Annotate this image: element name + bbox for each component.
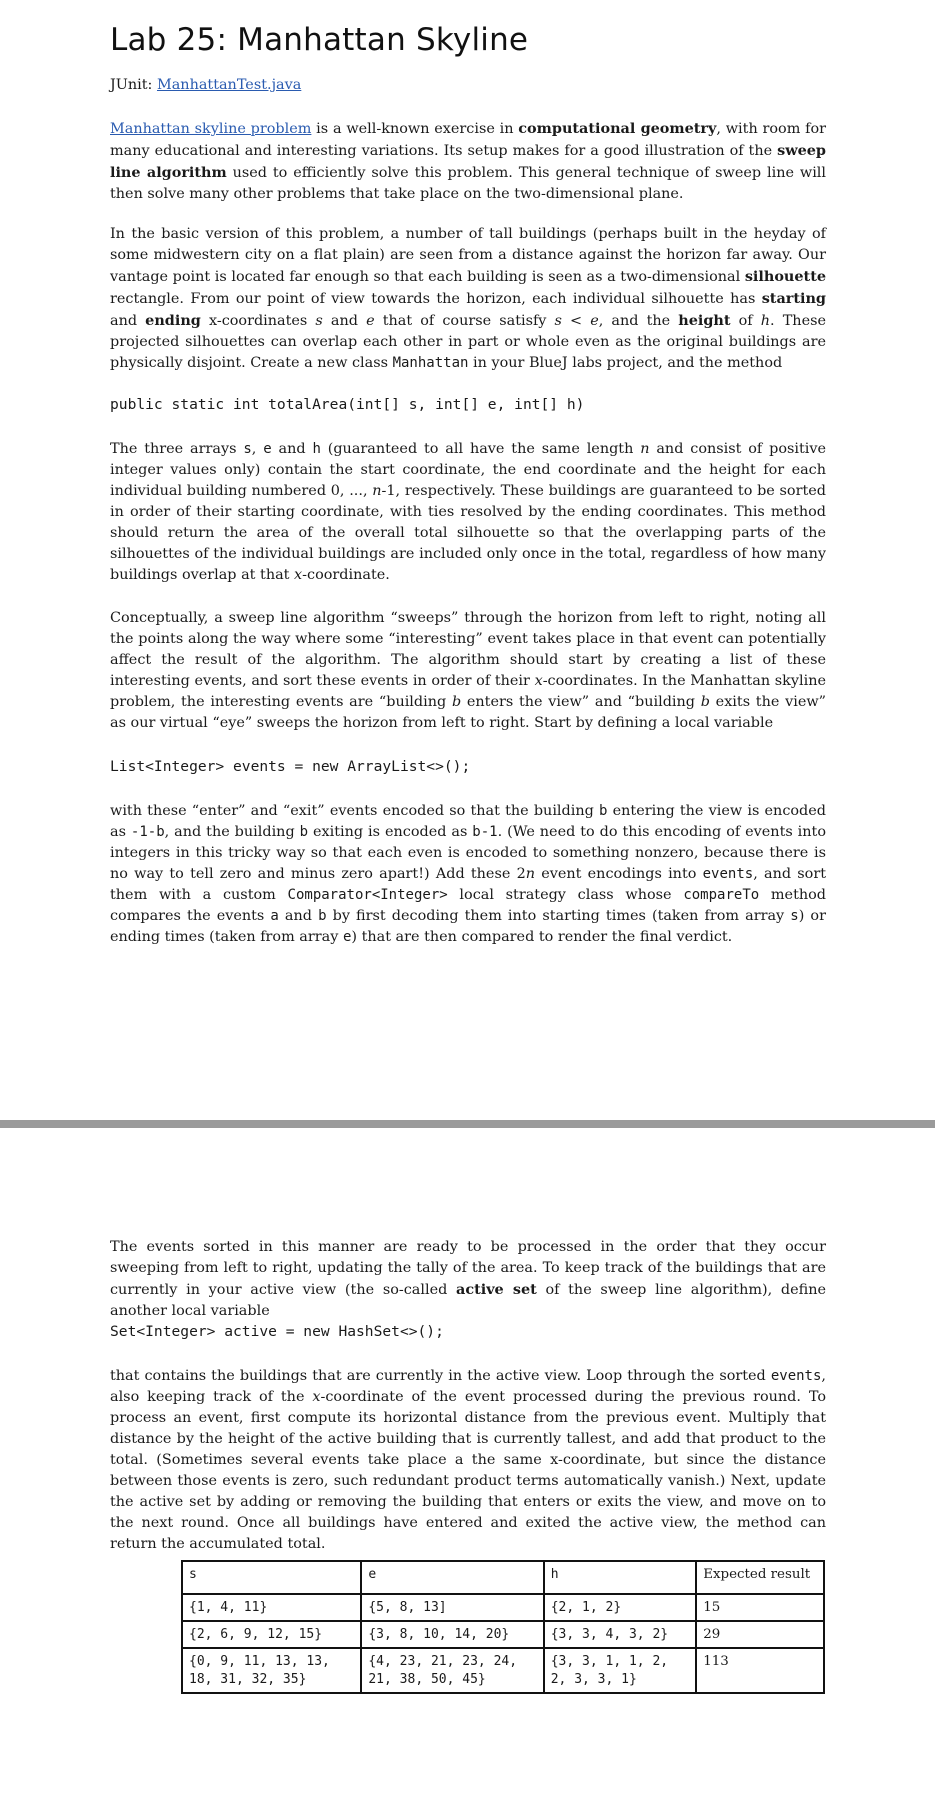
text: . (We need to do this encoding of events into integers in this tricky way so that each even is encoded to something nonzero, because there is no way to tell zero and minus zero apart!) Add these 2 bbox=[110, 824, 826, 882]
text: and consist of positive integer values only) contain the start coordinate, the end coordinate and the height for each individual building numbered 0, ..., bbox=[110, 441, 827, 499]
text: in your BlueJ labs project, and the method bbox=[468, 355, 783, 371]
sweep-line-paragraph bbox=[110, 608, 826, 734]
text: -coordinates. In the Manhattan skyline problem, the interesting events are “building bbox=[110, 673, 826, 710]
bold-term: starting bbox=[761, 290, 826, 307]
text: with these “enter” and “exit” events encoded so that the building bbox=[110, 803, 599, 819]
cell-h: {3, 3, 1, 1, 2, 2, 3, 3, 1} bbox=[544, 1648, 696, 1693]
arrays-paragraph bbox=[110, 439, 826, 586]
italic-var: s bbox=[315, 313, 323, 329]
bold-term: sweep line algorithm bbox=[110, 142, 826, 181]
text: (guaranteed to all have the same length bbox=[320, 441, 641, 457]
method-signature-code: public static int totalArea(int[] s, int[] e, int[] h) bbox=[110, 396, 585, 413]
code-inline: Manhattan bbox=[392, 355, 469, 371]
italic-var: x bbox=[312, 1389, 321, 1405]
cell-s: {0, 9, 11, 13, 13, 18, 31, 32, 35} bbox=[182, 1648, 361, 1693]
text: by first decoding them into starting times (taken from array bbox=[326, 908, 791, 924]
italic-var: x bbox=[534, 673, 543, 689]
cell-s: {2, 6, 9, 12, 15} bbox=[182, 1621, 361, 1648]
italic-var: b bbox=[700, 694, 710, 710]
text: . These projected silhouettes can overlap each other in part or whole even as the original buildings are physically disjoint. Create a new class bbox=[110, 313, 826, 371]
text: In the basic version of this problem, a number of tall buildings (perhaps built in the heyday of some midwestern city on a flat plain) are seen from a distance against the horizon far away. Our vantage point is located far enough so that each building is seen as a two-dimensional bbox=[110, 226, 826, 285]
italic-var: s bbox=[554, 313, 562, 329]
cell-expected: 15 bbox=[696, 1594, 824, 1621]
text: x-coordinates bbox=[200, 313, 316, 329]
text: of the sweep line algorithm), define another local variable bbox=[110, 1282, 826, 1319]
cell-e: {5, 8, 13] bbox=[361, 1594, 543, 1621]
table-row bbox=[182, 1621, 824, 1648]
text: , and the building bbox=[164, 824, 300, 840]
code-inline: h bbox=[312, 441, 321, 457]
text: , and the bbox=[598, 313, 679, 329]
text: , with room for many educational and interesting variations. Its setup makes for a good illustration of the bbox=[110, 121, 827, 159]
text: and bbox=[322, 313, 367, 329]
text: of bbox=[730, 313, 761, 329]
text: , and sort them with a custom bbox=[110, 866, 826, 903]
text: entering the view is encoded as bbox=[110, 803, 826, 840]
bold-term: computational geometry bbox=[518, 120, 717, 137]
junit-line bbox=[110, 77, 301, 93]
header-expected: Expected result bbox=[696, 1561, 824, 1594]
bold-term: active set bbox=[456, 1281, 537, 1298]
italic-var: n bbox=[372, 483, 382, 499]
text: Conceptually, a sweep line algorithm “sweeps” through the horizon from left to right, noting all the points along the way where some “interesting” event takes place in that event can potentially affect the result of the algorithm. The algorithm should start by creating a list of these interesting events, and sort these events in order of their bbox=[110, 610, 826, 689]
italic-var: x bbox=[294, 567, 303, 583]
code-inline: b-1 bbox=[472, 824, 498, 840]
header-e: e bbox=[361, 1561, 543, 1594]
text: local strategy class whose bbox=[447, 887, 684, 903]
italic-var: h bbox=[760, 313, 771, 329]
text: used to efficiently solve this problem. This general technique of sweep line will then solve many other problems that take place on the two-dimensional plane. bbox=[110, 165, 826, 202]
junit-file-link[interactable]: ManhattanTest.java bbox=[156, 77, 302, 93]
text: that of course satisfy bbox=[374, 313, 555, 329]
active-set-declaration-code: Set<Integer> active = new HashSet<>(); bbox=[110, 1323, 444, 1340]
table-row bbox=[182, 1648, 824, 1693]
text: ) or ending times (taken from array bbox=[110, 908, 826, 945]
text: and bbox=[278, 908, 319, 924]
code-inline: compareTo bbox=[683, 887, 760, 903]
code-inline: -1-b bbox=[130, 824, 165, 840]
code-inline: events bbox=[702, 866, 754, 882]
bold-term: ending bbox=[145, 312, 201, 329]
text: that contains the buildings that are currently in the active view. Loop through the sorted bbox=[110, 1368, 771, 1384]
italic-var: b bbox=[451, 694, 462, 710]
bold-term: silhouette bbox=[744, 268, 826, 285]
code-inline: s bbox=[243, 441, 252, 457]
intro-paragraph bbox=[110, 118, 826, 205]
text: method compares the events bbox=[110, 887, 826, 924]
text: -1, respectively. These buildings are guaranteed to be sorted in order of their starting coordinate, with ties resolved by the ending coordinates. This method should return the area of the overall total silhouette so that the overlapping parts of the silhouettes of the individual buildings are included only once in the total, regardless of how many buildings overlap at that bbox=[110, 483, 826, 583]
text: The events sorted in this manner are ready to be processed in the order that they occur sweeping from left to right, updating the tally of the area. To keep track of the buildings that are currently in your active view (the so-called bbox=[110, 1239, 826, 1298]
text: The three arrays bbox=[110, 441, 244, 457]
text: and bbox=[271, 441, 313, 457]
cell-e: {3, 8, 10, 14, 20} bbox=[361, 1621, 543, 1648]
text: , bbox=[251, 441, 264, 457]
page-title: Lab 25: Manhattan Skyline bbox=[110, 22, 529, 58]
header-s: s bbox=[182, 1561, 361, 1594]
text: -coordinate. bbox=[302, 567, 390, 583]
code-inline: s bbox=[790, 908, 799, 924]
test-cases-table bbox=[181, 1560, 825, 1694]
table-row bbox=[182, 1594, 824, 1621]
text: , also keeping track of the bbox=[110, 1368, 826, 1405]
cell-expected: 29 bbox=[696, 1621, 824, 1648]
cell-h: {2, 1, 2} bbox=[544, 1594, 696, 1621]
table-header-row bbox=[182, 1561, 824, 1594]
bold-term: height bbox=[678, 312, 731, 329]
code-inline: b bbox=[299, 824, 309, 840]
loop-paragraph bbox=[110, 1366, 826, 1555]
text: event encodings into bbox=[535, 866, 703, 882]
code-inline: events bbox=[770, 1368, 822, 1384]
code-inline: a bbox=[270, 908, 279, 924]
setup-paragraph bbox=[110, 224, 826, 374]
text: exiting is encoded as bbox=[308, 824, 473, 840]
text: exits the view” as our virtual “eye” sweeps the horizon from left to right. Start by defining a local variable bbox=[110, 694, 827, 731]
text: is a well-known exercise in bbox=[311, 121, 519, 137]
italic-var: e bbox=[590, 313, 599, 329]
text: ) that are then compared to render the final verdict. bbox=[351, 929, 733, 945]
processing-paragraph bbox=[110, 1237, 826, 1322]
code-inline: e bbox=[263, 441, 272, 457]
text: enters the view” and “building bbox=[461, 694, 701, 710]
junit-label: JUnit: bbox=[110, 77, 157, 93]
cell-expected: 113 bbox=[696, 1648, 824, 1693]
text: < bbox=[561, 313, 591, 329]
page-separator bbox=[0, 1120, 935, 1128]
cell-s: {1, 4, 11} bbox=[182, 1594, 361, 1621]
code-inline: b bbox=[599, 803, 608, 819]
cell-e: {4, 23, 21, 23, 24, 21, 38, 50, 45} bbox=[361, 1648, 543, 1693]
cell-h: {3, 3, 4, 3, 2} bbox=[544, 1621, 696, 1648]
code-inline: e bbox=[342, 929, 352, 945]
text: and bbox=[110, 313, 146, 329]
text: rectangle. From our point of view towards the horizon, each individual silhouette has bbox=[110, 291, 762, 307]
code-inline: b bbox=[318, 908, 327, 924]
code-inline: Comparator<Integer> bbox=[287, 887, 448, 903]
header-h: h bbox=[544, 1561, 696, 1594]
italic-var: e bbox=[366, 313, 375, 329]
skyline-problem-link[interactable]: Manhattan skyline problem bbox=[110, 121, 312, 137]
text: -coordinate of the event processed during the previous round. To process an event, first compute its horizontal distance from the previous event. Multiply that distance by the height of the active building that is currently tallest, and add that product to the total. (Sometimes several events take place a the same x-coordinate, but since the distance between those events is zero, such redundant product terms automatically vanish.) Next, update the active set by adding or removing the building that enters or exits the view, and move on to the next round. Once all buildings have entered and exited the active view, the method can return the accumulated total. bbox=[110, 1389, 826, 1552]
italic-var: n bbox=[640, 441, 650, 457]
italic-var: n bbox=[525, 866, 536, 882]
events-declaration-code: List<Integer> events = new ArrayList<>(); bbox=[110, 758, 471, 775]
encoding-paragraph bbox=[110, 801, 826, 948]
